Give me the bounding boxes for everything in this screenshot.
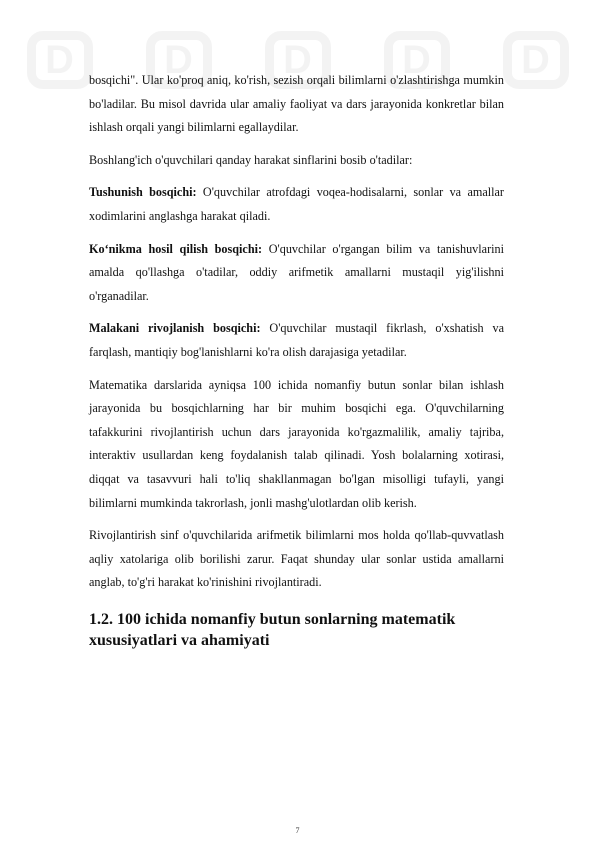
page-number: 7: [295, 826, 300, 835]
paragraph-text: O'quvchilar atrofdagi voqea-hodisalarni, sonlar va amallar xodimlarini anglashga harakat qiladi.: [89, 185, 504, 223]
paragraph: [89, 524, 504, 595]
paragraph-text: Rivojlantirish sinf o'quvchilarida arifmetik bilimlarni mos holda qo'llab-quvvatlash aqliy xatolariga olib borilishi zarur. Faqat shunday ular sonlar ustida amallarni anglab, to'g'ri harakat ko'rinishini rivojlantiradi.: [89, 528, 504, 590]
paragraph: [89, 317, 504, 364]
paragraph: [89, 238, 504, 309]
paragraph: [89, 149, 504, 173]
paragraph-text: O'quvchilar o'rgangan bilim va tanishuvlarini amalda qo'llashga o'tadilar, oddiy arifmetik amallarni mustaqil yig'ilishni o'rganadilar.: [89, 241, 504, 303]
paragraph-text: O'quvchilar mustaqil fikrlash, o'xshatish va farqlash, mantiqiy bog'lanishlarni ko'ra olish darajasiga yetadilar.: [89, 321, 504, 359]
paragraph: [89, 69, 504, 140]
paragraph-text: Matematika darslarida ayniqsa 100 ichida nomanfiy butun sonlar bilan ishlash jarayonida bu bosqichlarning har bir muhim bosqichi ega. O'quvchilarning tafakkurini rivojlantirish uchun dars jarayonida ko'rgazmalilik, amaliy tajriba, interaktiv usullardan keng foydalanish talab qilinadi. Yosh bolalarning xotirasi, diqqat va tasavvuri hali to'liq shakllanmagan bo'lgan misolligi tufayli, yangi bilimlarni mumkinda takrorlash, jonli mashg'ulotlardan olib kerish.: [89, 377, 504, 510]
paragraph: [89, 181, 504, 228]
watermark-logo: [27, 31, 93, 89]
watermark-logo: [503, 31, 569, 89]
paragraph-lead: Tushunish bosqichi:: [89, 185, 197, 200]
paragraph: [89, 374, 504, 516]
paragraph-lead: Koʻnikma hosil qilish bosqichi:: [89, 241, 263, 256]
paragraph-text: Boshlang'ich o'quvchilari qanday harakat sinflarini bosib o'tadilar:: [89, 152, 413, 167]
paragraph-lead: Malakani rivojlanish bosqichi:: [89, 321, 261, 336]
section-heading: 1.2. 100 ichida nomanfiy butun sonlarning matematik xususiyatlari va ahamiyati: [89, 610, 456, 649]
paragraph-text: bosqichi". Ular ko'proq aniq, ko'rish, sezish orqali bilimlarni o'zlashtirishga mumkin bo'ladilar. Bu misol davrida ular amaliy faoliyat va dars jarayonida konkretlar bilan ishlash orqali yangi bilimlarni egallaydilar.: [89, 73, 504, 135]
document-body: [89, 69, 504, 651]
